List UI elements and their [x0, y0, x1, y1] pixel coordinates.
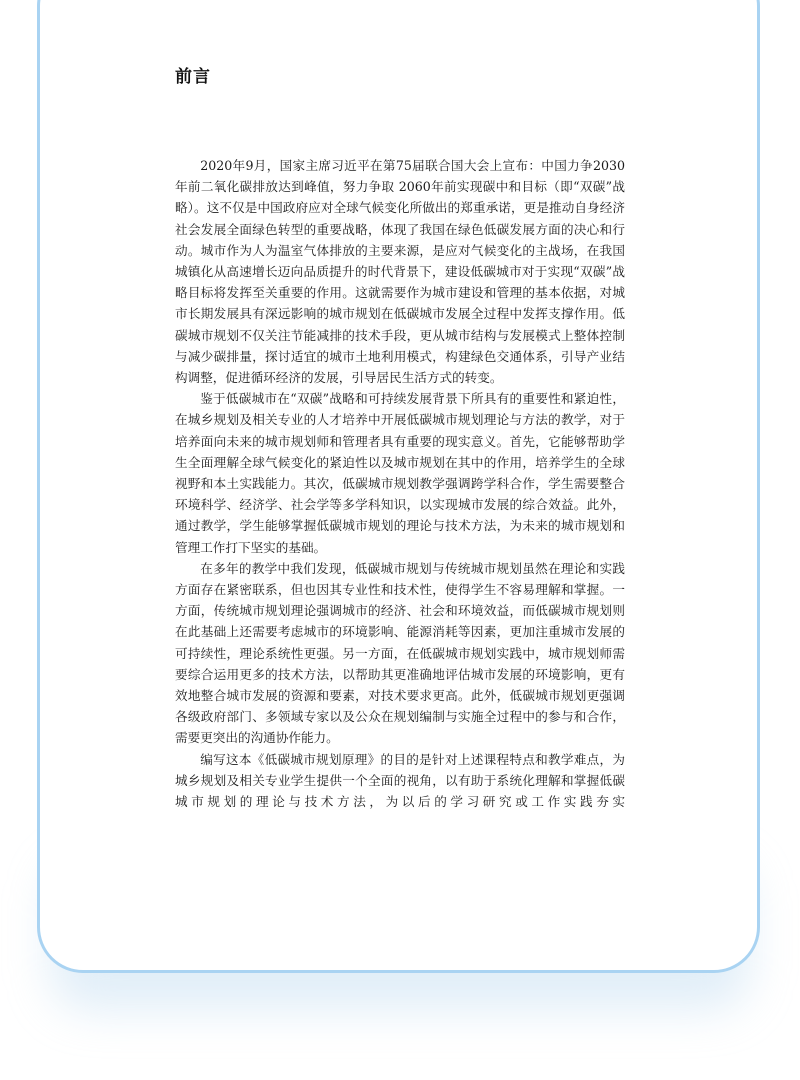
paragraph-2: 鉴于低碳城市在“双碳”战略和可持续发展背景下所具有的重要性和紧迫性，在城乡规划及相关专业的人才培养中开展低碳城市规划理论与方法的教学，对于培养面向未来的城市规划师和管理者具有重要的现实意义。首先，它能够帮助学生全面理解全球气候变化的紧迫性以及城市规划在其中的作用，培养学生的全球视野和本土实践能力。其次，低碳城市规划教学强调跨学科合作，学生需要整合环境科学、经济学、社会学等多学科知识，以实现城市发展的综合效益。此外，通过教学，学生能够掌握低碳城市规划的理论与技术方法，为未来的城市规划和管理工作打下坚实的基础。	[175, 391, 625, 555]
paragraph-3: 在多年的教学中我们发现，低碳城市规划与传统城市规划虽然在理论和实践方面存在紧密联系，但也因其专业性和技术性，使得学生不容易理解和掌握。一方面，传统城市规划理论强调城市的经济、社会和环境效益，而低碳城市规划则在此基础上还需要考虑城市的环境影响、能源消耗等因素，更加注重城市发展的可持续性，理论系统性更强。另一方面，在低碳城市规划实践中，城市规划师需要综合运用更多的技术方法，以帮助其更准确地评估城市发展的环境影响，更有效地整合城市发展的资源和要素，对技术要求更高。此外，低碳城市规划更强调各级政府部门、多领域专家以及公众在规划编制与实施全过程中的参与和合作，需要更突出的沟通协作能力。	[175, 560, 625, 746]
page-title: 前言	[175, 67, 211, 87]
preface-body	[175, 155, 625, 812]
paragraph-4: 编写这本《低碳城市规划原理》的目的是针对上述课程特点和教学难点，为城乡规划及相关专业学生提供一个全面的视角，以有助于系统化理解和掌握低碳城市规划的理论与技术方法，为以后的学习研究或工作实践夯实	[175, 751, 625, 810]
paragraph-1: 2020年9月，国家主席习近平在第75届联合国大会上宣布：中国力争2030年前二氧化碳排放达到峰值，努力争取 2060年前实现碳中和目标（即“双碳”战略）。这不仅是中国政府应对全球气候变化所做出的郑重承诺，更是推动自身经济社会发展全面绿色转型的重要战略，体现了我国在绿色低碳发展方面的决心和行动。城市作为人为温室气体排放的主要来源，是应对气候变化的主战场，在我国城镇化从高速增长迈向品质提升的时代背景下，建设低碳城市对于实现“双碳”战略目标将发挥至关重要的作用。这就需要作为城市建设和管理的基本依据，对城市长期发展具有深远影响的城市规划在低碳城市发展全过程中发挥支撑作用。低碳城市规划不仅关注节能减排的技术手段，更从城市结构与发展模式上整体控制与减少碳排量，探讨适宜的城市土地利用模式，构建绿色交通体系，引导产业结构调整，促进循环经济的发展，引导居民生活方式的转变。	[175, 158, 625, 386]
